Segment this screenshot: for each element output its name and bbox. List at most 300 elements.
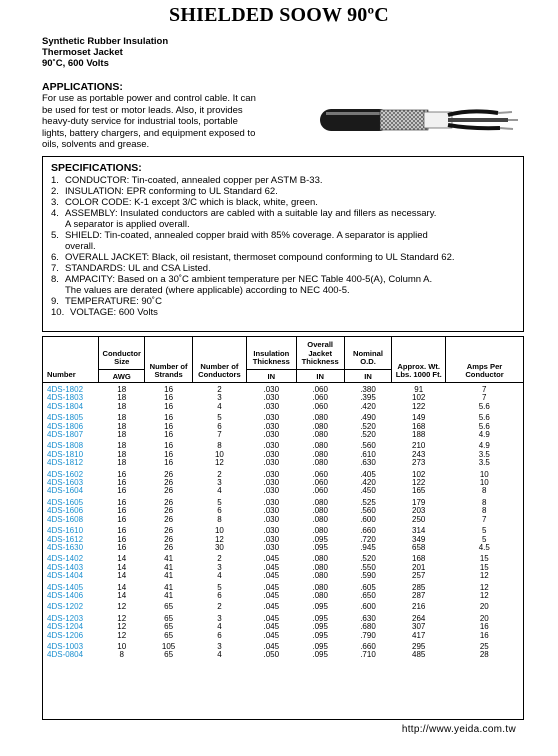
- cell-strands: 16: [164, 393, 174, 403]
- cell-od: .590: [360, 571, 376, 581]
- cell-awg: 18: [117, 449, 127, 459]
- cell-part-number: 4DS-1406: [47, 590, 84, 600]
- cell-strands: 16: [164, 449, 174, 459]
- cell-strands: 41: [164, 562, 174, 572]
- cell-od: .945: [360, 542, 376, 552]
- cell-jacket: .060: [312, 469, 328, 479]
- cell-jacket: .095: [312, 630, 328, 640]
- spec-item: [51, 252, 523, 263]
- cell-part-number: 4DS-1203: [47, 613, 84, 623]
- spec-line: TEMPERATURE: 90˚C: [65, 296, 162, 307]
- cell-part-number: 4DS-1804: [47, 401, 84, 411]
- cell-amps: 15: [479, 562, 489, 572]
- cell-strands: 65: [164, 630, 174, 640]
- cell-conductors: 4: [217, 401, 222, 411]
- cell-weight: 210: [412, 441, 426, 451]
- spec-number: 8.: [51, 274, 59, 285]
- applications-line: be used for test or motor leads. Also, it provides: [42, 104, 243, 116]
- spec-number: 1.: [51, 175, 59, 186]
- spec-line: COLOR CODE: K-1 except 3/C which is black, white, green.: [65, 197, 318, 208]
- cell-amps: 5.6: [478, 413, 490, 423]
- cell-od: .420: [360, 478, 376, 488]
- cell-insulation: .030: [263, 430, 280, 440]
- cell-jacket: .080: [312, 590, 328, 600]
- cell-insulation: .050: [263, 650, 280, 660]
- cell-conductors: 7: [217, 430, 222, 440]
- specifications-box: [42, 156, 524, 332]
- table-row: [43, 552, 523, 563]
- cell-awg: 8: [119, 650, 124, 660]
- applications-line: lights, battery chargers, and equipment exposed to: [42, 127, 256, 139]
- cell-strands: 41: [164, 571, 174, 581]
- header-jacket: Overall Jacket Thickness: [296, 337, 344, 370]
- spec-item: [51, 175, 523, 186]
- cell-awg: 12: [117, 630, 127, 640]
- cell-jacket: .060: [312, 385, 328, 394]
- cell-insulation: .030: [263, 506, 280, 516]
- cell-awg: 14: [117, 562, 127, 572]
- cell-weight: 168: [412, 421, 426, 431]
- cell-conductors: 3: [217, 613, 222, 623]
- applications-line: oils, solvents and grease.: [42, 139, 150, 151]
- cell-amps: 3.5: [478, 458, 490, 468]
- cell-insulation: .030: [263, 526, 280, 536]
- cell-weight: 417: [412, 630, 426, 640]
- cell-insulation: .045: [263, 571, 280, 581]
- header-insulation-unit: IN: [246, 370, 296, 383]
- spec-text: [65, 263, 523, 274]
- table-row: [43, 411, 523, 422]
- cell-od: .395: [360, 393, 376, 403]
- cell-insulation: .030: [263, 449, 280, 459]
- cell-strands: 26: [164, 486, 174, 496]
- cell-conductors: 8: [217, 514, 222, 524]
- cell-strands: 26: [164, 526, 174, 536]
- spec-item: [51, 263, 523, 274]
- cell-amps: 10: [479, 478, 489, 488]
- applications-line: For use as portable power and control cable. It can: [42, 93, 256, 105]
- table-body: [43, 383, 523, 660]
- cell-amps: 5.6: [478, 421, 490, 431]
- cell-weight: 295: [412, 641, 426, 651]
- cell-strands: 16: [164, 441, 174, 451]
- cell-insulation: .045: [263, 613, 280, 623]
- cell-awg: 16: [117, 534, 127, 544]
- spec-line: ASSEMBLY: Insulated conductors are cabled with a suitable lay and fillers as necessary.: [65, 208, 437, 219]
- cell-jacket: .080: [312, 554, 328, 564]
- cell-jacket: .095: [312, 641, 328, 651]
- cable-illustration: [320, 95, 520, 145]
- cell-strands: 16: [164, 458, 174, 468]
- cell-conductors: 4: [217, 650, 222, 660]
- cell-strands: 26: [164, 497, 174, 507]
- cell-od: .605: [360, 582, 376, 592]
- spec-item: [51, 230, 523, 252]
- cell-insulation: .030: [263, 458, 280, 468]
- cell-awg: 16: [117, 514, 127, 524]
- cell-strands: 26: [164, 478, 174, 488]
- cell-od: .520: [360, 554, 376, 564]
- table-row: [43, 544, 523, 552]
- cell-strands: 16: [164, 385, 174, 394]
- spec-number: 10.: [51, 307, 65, 318]
- cell-weight: 122: [412, 401, 426, 411]
- cell-od: .405: [360, 469, 376, 479]
- table-row: [43, 383, 523, 395]
- cell-od: .610: [360, 449, 376, 459]
- cell-conductors: 8: [217, 441, 222, 451]
- applications-section: [42, 82, 312, 150]
- spec-line: INSULATION: EPR conforming to UL Standard 62.: [65, 186, 278, 197]
- table-row: [43, 524, 523, 535]
- cell-awg: 18: [117, 385, 127, 394]
- cell-od: .525: [360, 497, 376, 507]
- cell-weight: 307: [412, 622, 426, 632]
- cell-amps: 8: [482, 506, 487, 516]
- spec-line: SHIELD: Tin-coated, annealed copper braid with 85% coverage. A separator is applied: [65, 230, 428, 241]
- cell-conductors: 12: [214, 534, 224, 544]
- table-row: [43, 536, 523, 544]
- header-strands: Number of Strands: [145, 337, 193, 383]
- cell-amps: 5: [482, 534, 487, 544]
- spec-number: 6.: [51, 252, 59, 263]
- cell-insulation: .045: [263, 641, 280, 651]
- cell-strands: 65: [164, 650, 174, 660]
- table-row: [43, 516, 523, 524]
- spec-item: [51, 274, 523, 296]
- cell-jacket: .080: [312, 430, 328, 440]
- cell-insulation: .030: [263, 421, 280, 431]
- spec-item: [51, 296, 523, 307]
- cell-strands: 41: [164, 590, 174, 600]
- cell-od: .600: [360, 602, 376, 612]
- table-row: [43, 592, 523, 600]
- cell-jacket: .080: [312, 413, 328, 423]
- cell-jacket: .080: [312, 506, 328, 516]
- cell-od: .600: [360, 514, 376, 524]
- cell-part-number: 4DS-1204: [47, 622, 84, 632]
- table-row: [43, 632, 523, 640]
- cell-awg: 10: [117, 641, 127, 651]
- cell-weight: 188: [412, 430, 426, 440]
- cell-weight: 250: [412, 514, 426, 524]
- spec-item: [51, 307, 523, 318]
- cell-amps: 7: [482, 514, 487, 524]
- spec-number: 5.: [51, 230, 59, 241]
- spec-number: 2.: [51, 186, 59, 197]
- cell-conductors: 12: [214, 458, 224, 468]
- cell-part-number: 4DS-1202: [47, 602, 84, 612]
- spec-text: [65, 175, 523, 186]
- cell-insulation: .030: [263, 514, 280, 524]
- cell-jacket: .080: [312, 449, 328, 459]
- spec-line: AMPACITY: Based on a 30˚C ambient temperature per NEC Table 400-5(A), Column A.: [65, 274, 433, 285]
- cell-weight: 149: [412, 413, 426, 423]
- cell-conductors: 6: [217, 506, 222, 516]
- spec-line: The values are derated (where applicable) according to NEC 400-5.: [65, 285, 350, 296]
- cell-part-number: 4DS-1404: [47, 571, 84, 581]
- spec-item: [51, 186, 523, 197]
- cell-conductors: 3: [217, 641, 222, 651]
- header-jacket-unit: IN: [296, 370, 344, 383]
- cell-part-number: 4DS-1630: [47, 542, 84, 552]
- table-row: [43, 572, 523, 580]
- cell-weight: 264: [412, 613, 426, 623]
- cell-jacket: .095: [312, 602, 328, 612]
- cell-jacket: .080: [312, 421, 328, 431]
- cell-part-number: 4DS-1807: [47, 430, 84, 440]
- cell-awg: 16: [117, 486, 127, 496]
- cell-od: .450: [360, 486, 376, 496]
- header-od: Nominal O.D.: [344, 337, 392, 370]
- cell-jacket: .095: [312, 613, 328, 623]
- cell-jacket: .080: [312, 514, 328, 524]
- cell-strands: 26: [164, 542, 174, 552]
- cell-insulation: .045: [263, 562, 280, 572]
- cell-strands: 26: [164, 469, 174, 479]
- cell-awg: 18: [117, 441, 127, 451]
- cell-od: .720: [360, 534, 376, 544]
- cell-awg: 18: [117, 458, 127, 468]
- cell-insulation: .045: [263, 590, 280, 600]
- spec-number: 4.: [51, 208, 59, 219]
- cell-awg: 14: [117, 554, 127, 564]
- cell-conductors: 30: [214, 542, 224, 552]
- table-row: [43, 564, 523, 572]
- cell-amps: 20: [479, 613, 489, 623]
- cell-amps: 7: [482, 385, 487, 394]
- table-row: [43, 468, 523, 479]
- cell-od: .520: [360, 430, 376, 440]
- cell-awg: 18: [117, 393, 127, 403]
- cell-part-number: 4DS-1606: [47, 506, 84, 516]
- cell-od: .630: [360, 458, 376, 468]
- table-row: [43, 487, 523, 495]
- cell-part-number: 4DS-1610: [47, 526, 84, 536]
- cell-insulation: .030: [263, 534, 280, 544]
- cell-strands: 65: [164, 622, 174, 632]
- cell-jacket: .095: [312, 622, 328, 632]
- cell-part-number: 4DS-1403: [47, 562, 84, 572]
- spec-line: overall.: [65, 241, 96, 252]
- cell-amps: 5: [482, 526, 487, 536]
- cell-part-number: 4DS-1206: [47, 630, 84, 640]
- table-row: [43, 479, 523, 487]
- cell-part-number: 4DS-1405: [47, 582, 84, 592]
- cell-amps: 16: [479, 630, 489, 640]
- cell-conductors: 6: [217, 630, 222, 640]
- spec-number: 9.: [51, 296, 59, 307]
- table-row: [43, 600, 523, 611]
- spec-text: [65, 230, 523, 252]
- cell-weight: 91: [414, 385, 424, 394]
- spec-text: [70, 307, 523, 318]
- cell-insulation: .030: [263, 393, 280, 403]
- cell-weight: 102: [412, 469, 426, 479]
- cell-strands: 105: [161, 641, 176, 651]
- cell-jacket: .060: [312, 393, 328, 403]
- cell-od: .790: [360, 630, 376, 640]
- table-row: [43, 451, 523, 459]
- cell-awg: 16: [117, 478, 127, 488]
- cell-amps: 28: [479, 650, 489, 660]
- cell-awg: 16: [117, 506, 127, 516]
- cell-jacket: .080: [312, 497, 328, 507]
- cell-jacket: .095: [312, 650, 328, 660]
- cell-od: .380: [360, 385, 376, 394]
- cell-amps: 8: [482, 497, 487, 507]
- cell-conductors: 3: [217, 562, 222, 572]
- cell-part-number: 4DS-0804: [47, 650, 84, 660]
- table-row: [43, 496, 523, 507]
- spec-text: [65, 197, 523, 208]
- cell-amps: 20: [479, 602, 489, 612]
- cell-conductors: 2: [217, 602, 222, 612]
- table-row: [43, 640, 523, 651]
- cell-strands: 26: [164, 534, 174, 544]
- table-row: [43, 439, 523, 450]
- subtitle-line: 90˚C, 600 Volts: [42, 58, 109, 69]
- cell-weight: 203: [412, 506, 426, 516]
- cell-insulation: .030: [263, 497, 280, 507]
- cell-part-number: 4DS-1805: [47, 413, 84, 423]
- cell-od: .550: [360, 562, 376, 572]
- cell-strands: 26: [164, 506, 174, 516]
- cell-awg: 12: [117, 613, 127, 623]
- cell-conductors: 10: [214, 449, 224, 459]
- cell-weight: 658: [412, 542, 426, 552]
- cell-weight: 257: [412, 571, 426, 581]
- cell-conductors: 3: [217, 393, 222, 403]
- cell-weight: 287: [412, 590, 426, 600]
- cell-part-number: 4DS-1603: [47, 478, 84, 488]
- spec-text: [65, 186, 523, 197]
- specifications-heading: SPECIFICATIONS:: [51, 162, 142, 174]
- cell-conductors: 6: [217, 590, 222, 600]
- header-weight: Approx. Wt. Lbs. 1000 Ft.: [392, 337, 446, 383]
- cell-amps: 25: [479, 641, 489, 651]
- table-row: [43, 423, 523, 431]
- cell-insulation: .030: [263, 413, 280, 423]
- cell-strands: 26: [164, 514, 174, 524]
- cell-amps: 10: [479, 469, 489, 479]
- spec-line: OVERALL JACKET: Black, oil resistant, thermoset compound conforming to UL Standard 62.: [65, 252, 455, 263]
- spec-line: A separator is applied overall.: [65, 219, 190, 230]
- cell-insulation: .030: [263, 401, 280, 411]
- cell-conductors: 5: [217, 497, 222, 507]
- cell-conductors: 2: [217, 385, 222, 394]
- table-row: [43, 394, 523, 402]
- table-row: [43, 431, 523, 439]
- cell-amps: 3.5: [478, 449, 490, 459]
- cell-insulation: .030: [263, 478, 280, 488]
- cell-od: .490: [360, 413, 376, 423]
- cell-jacket: .080: [312, 582, 328, 592]
- cell-awg: 18: [117, 421, 127, 431]
- specifications-list: [51, 175, 523, 318]
- subtitle-line: Thermoset Jacket: [42, 47, 123, 58]
- cell-weight: 243: [412, 449, 426, 459]
- cell-part-number: 4DS-1605: [47, 497, 84, 507]
- cell-conductors: 3: [217, 478, 222, 488]
- cell-od: .680: [360, 622, 376, 632]
- spec-line: CONDUCTOR: Tin-coated, annealed copper per ASTM B-33.: [65, 175, 323, 186]
- header-awg-unit: AWG: [99, 370, 145, 383]
- cell-amps: 12: [479, 590, 489, 600]
- header-number: Number: [43, 337, 99, 383]
- cable-data-table: [42, 336, 524, 720]
- cell-weight: 485: [412, 650, 426, 660]
- table-row: [43, 612, 523, 623]
- cell-od: .650: [360, 590, 376, 600]
- product-subtitle: [42, 36, 168, 69]
- cell-conductors: 4: [217, 486, 222, 496]
- cell-amps: 4.5: [478, 542, 490, 552]
- cell-strands: 65: [164, 602, 174, 612]
- cell-weight: 349: [412, 534, 426, 544]
- cell-insulation: .030: [263, 542, 280, 552]
- cell-weight: 165: [412, 486, 426, 496]
- cell-strands: 16: [164, 421, 174, 431]
- footer-url: http://www.yeida.com.tw: [401, 724, 516, 735]
- cell-part-number: 4DS-1806: [47, 421, 84, 431]
- cell-jacket: .080: [312, 562, 328, 572]
- cell-weight: 168: [412, 554, 426, 564]
- cell-awg: 16: [117, 526, 127, 536]
- cell-strands: 41: [164, 554, 174, 564]
- header-od-unit: IN: [344, 370, 392, 383]
- header-conductors: Number of Conductors: [192, 337, 246, 383]
- cell-part-number: 4DS-1612: [47, 534, 84, 544]
- spec-text: [65, 252, 523, 263]
- header-insulation: Insulation Thickness: [246, 337, 296, 370]
- cell-amps: 7: [482, 393, 487, 403]
- cell-weight: 216: [412, 602, 426, 612]
- cell-awg: 12: [117, 602, 127, 612]
- cell-awg: 14: [117, 571, 127, 581]
- cell-part-number: 4DS-1402: [47, 554, 84, 564]
- subtitle-line: Synthetic Rubber Insulation: [42, 36, 169, 47]
- cell-weight: 201: [412, 562, 426, 572]
- cell-jacket: .095: [312, 534, 328, 544]
- cell-amps: 12: [479, 571, 489, 581]
- cell-part-number: 4DS-1602: [47, 469, 84, 479]
- spec-number: 3.: [51, 197, 59, 208]
- spec-line: STANDARDS: UL and CSA Listed.: [65, 263, 211, 274]
- applications-line: heavy-duty service for industrial tools, portable: [42, 116, 238, 128]
- table-row: [43, 581, 523, 592]
- cell-conductors: 2: [217, 554, 222, 564]
- cell-conductors: 4: [217, 571, 222, 581]
- cell-insulation: .030: [263, 385, 280, 394]
- cell-insulation: .030: [263, 469, 280, 479]
- cell-insulation: .030: [263, 486, 280, 496]
- cell-jacket: .080: [312, 441, 328, 451]
- cell-awg: 18: [117, 430, 127, 440]
- cell-jacket: .060: [312, 478, 328, 488]
- cell-part-number: 4DS-1812: [47, 458, 84, 468]
- cell-od: .560: [360, 441, 376, 451]
- cell-amps: 15: [479, 554, 489, 564]
- cell-conductors: 10: [214, 526, 224, 536]
- cell-awg: 16: [117, 469, 127, 479]
- cell-od: .560: [360, 506, 376, 516]
- cell-part-number: 4DS-1810: [47, 449, 84, 459]
- cell-amps: 4.9: [478, 430, 490, 440]
- table-row: [43, 459, 523, 467]
- cell-od: .420: [360, 401, 376, 411]
- header-conductor-size: Conductor Size: [99, 337, 145, 370]
